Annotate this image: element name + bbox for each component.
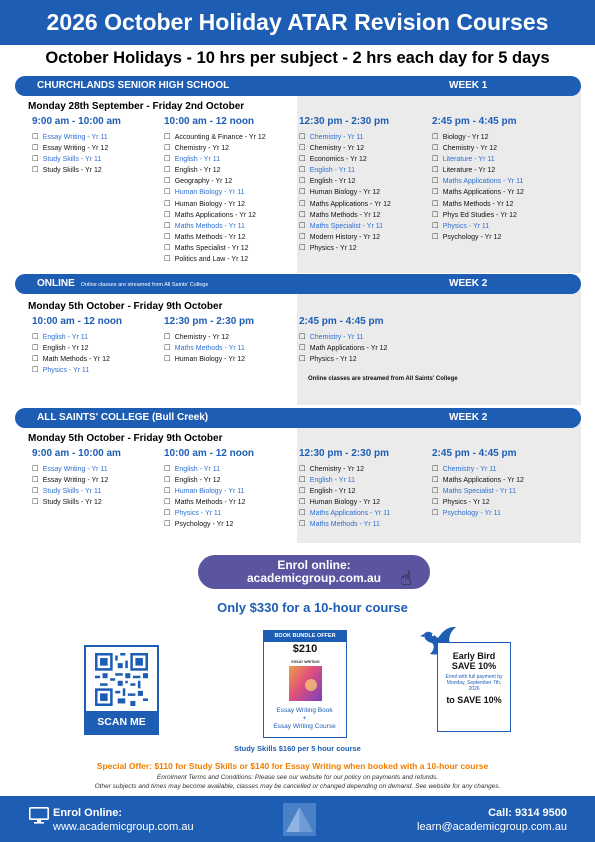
session-time: 2:45 pm - 4:45 pm [299, 316, 384, 327]
date-range: Monday 5th October - Friday 9th October [28, 433, 223, 444]
subject-list [32, 464, 121, 508]
subject-checkbox-item[interactable]: ☐ Maths Applications - Yr 11 [432, 176, 524, 187]
subject-checkbox-item[interactable]: ☐ Chemistry - Yr 12 [164, 332, 254, 343]
session-column [164, 316, 254, 365]
page-subtitle: October Holidays - 10 hrs per subject - 2 hrs each day for 5 days [45, 49, 550, 67]
session-column [32, 448, 121, 508]
book-bundle-offer [263, 630, 347, 738]
subject-checkbox-item[interactable]: ☐ Math Applications - Yr 12 [299, 343, 387, 354]
terms-and-conditions: Enrolment Terms and Conditions: Please see our website for our policy on payments and refunds. Other subjects and times may become available, classes may be cancelled or changed depending on demand. See website for any changes. [94, 774, 501, 790]
session-time: 10:00 am - 12 noon [164, 116, 255, 127]
section-header-bar [15, 76, 581, 96]
session-column [164, 116, 266, 265]
special-offer: Special Offer: $110 for Study Skills or $140 for Essay Writing when booked with a 10-hour course [96, 761, 489, 771]
subject-checkbox-item[interactable]: ☐ Human Biology - Yr 12 [299, 497, 390, 508]
subject-list [432, 464, 524, 519]
qr-code-icon [95, 653, 148, 706]
subject-checkbox-item[interactable]: ☐ Chemistry - Yr 12 [299, 464, 390, 475]
subject-checkbox-item[interactable]: ☐ Maths Methods - Yr 11 [164, 221, 266, 232]
pointer-hand-icon: ☝ [400, 566, 413, 590]
session-column [299, 448, 390, 531]
subject-checkbox-item[interactable]: ☐ Essay Writing - Yr 12 [32, 143, 121, 154]
subject-list [299, 132, 391, 254]
bundle-price: $210 [292, 643, 318, 655]
session-time: 9:00 am - 10:00 am [32, 448, 121, 459]
subject-checkbox-item[interactable]: ☐ Biology - Yr 12 [432, 132, 524, 143]
date-range: Monday 5th October - Friday 9th October [28, 301, 223, 312]
footer-email-link[interactable]: learn@academicgroup.com.au [417, 821, 567, 833]
subject-checkbox-item[interactable]: ☐ Maths Methods - Yr 12 [164, 497, 254, 508]
subject-checkbox-item[interactable]: ☐ Human Biology - Yr 11 [164, 187, 266, 198]
book-cover-icon [289, 657, 322, 701]
subject-checkbox-item[interactable]: ☐ Geography - Yr 12 [164, 176, 266, 187]
subject-list [432, 132, 524, 243]
subject-checkbox-item[interactable]: ☐ Study Skills - Yr 12 [32, 165, 121, 176]
enrol-online-button[interactable] [198, 555, 430, 589]
triangle-logo-icon [283, 803, 316, 836]
session-time: 12:30 pm - 2:30 pm [164, 316, 255, 327]
session-time: 12:30 pm - 2:30 pm [299, 448, 390, 459]
enrol-line-1: Enrol online: [277, 558, 351, 572]
subject-checkbox-item[interactable]: ☐ Literature - Yr 11 [432, 154, 524, 165]
subject-checkbox-item[interactable]: ☐ Politics and Law - Yr 12 [164, 254, 266, 265]
subject-checkbox-item[interactable]: ☐ English - Yr 11 [164, 464, 254, 475]
subject-checkbox-item[interactable]: ☐ English - Yr 12 [299, 486, 390, 497]
subject-list [32, 332, 122, 376]
subject-checkbox-item[interactable]: ☐ Maths Methods - Yr 12 [299, 210, 391, 221]
stream-note: Online classes are streamed from All Saints' College [308, 376, 458, 382]
session-time: 9:00 am - 10:00 am [32, 116, 121, 127]
subject-checkbox-item[interactable]: ☐ Study Skills - Yr 11 [32, 486, 121, 497]
subject-checkbox-item[interactable]: ☐ Phys Ed Studies - Yr 12 [432, 210, 524, 221]
subject-checkbox-item[interactable]: ☐ English - Yr 11 [299, 475, 390, 486]
subject-checkbox-item[interactable]: ☐ English - Yr 11 [164, 154, 266, 165]
session-column [299, 316, 387, 365]
early-bird-save-footer: to SAVE 10% [446, 695, 502, 705]
week-label: WEEK 1 [449, 80, 488, 91]
study-skills-price: Study Skills $160 per 5 hour course [234, 744, 361, 753]
session-time: 2:45 pm - 4:45 pm [432, 448, 517, 459]
section-churchlands [15, 76, 581, 274]
enrol-line-2: academicgroup.com.au [246, 571, 382, 585]
session-time: 10:00 am - 12 noon [164, 448, 255, 459]
subject-checkbox-item[interactable]: ☐ Maths Specialist - Yr 11 [432, 486, 524, 497]
session-column [164, 448, 254, 531]
subject-checkbox-item[interactable]: ☐ Chemistry - Yr 12 [164, 143, 266, 154]
section-all-saints [15, 408, 581, 544]
subject-checkbox-item[interactable]: ☐ Essay Writing - Yr 11 [32, 132, 121, 143]
subject-checkbox-item[interactable]: ☐ Study Skills - Yr 12 [32, 497, 121, 508]
session-time: 2:45 pm - 4:45 pm [432, 116, 517, 127]
subject-checkbox-item[interactable]: ☐ Physics - Yr 11 [432, 221, 524, 232]
section-header-bar [15, 408, 581, 428]
early-bird-title: Early Bird [452, 651, 496, 661]
monitor-icon [29, 807, 49, 824]
subject-list [299, 464, 390, 531]
subject-checkbox-item[interactable]: ☐ Physics - Yr 12 [299, 243, 391, 254]
subject-list [164, 464, 254, 531]
subject-checkbox-item[interactable]: ☐ Maths Applications - Yr 12 [164, 210, 266, 221]
bundle-description: Essay Writing Book + Essay Writing Course [273, 707, 336, 730]
subject-checkbox-item[interactable]: ☐ Maths Methods - Yr 11 [299, 519, 390, 530]
session-time: 12:30 pm - 2:30 pm [299, 116, 390, 127]
subject-checkbox-item[interactable]: ☐ Physics - Yr 11 [164, 508, 254, 519]
early-bird-details: Enrol with full payment by Monday, September 7th, 2026 [445, 674, 503, 692]
section-header-bar [15, 274, 581, 294]
svg-text:ESSAY WRITING: ESSAY WRITING [291, 660, 320, 664]
subject-checkbox-item[interactable]: ☐ Economics - Yr 12 [299, 154, 391, 165]
session-time: 10:00 am - 12 noon [32, 316, 123, 327]
session-column [32, 316, 122, 376]
subject-checkbox-item[interactable]: ☐ Modern History - Yr 12 [299, 232, 391, 243]
subject-checkbox-item[interactable]: ☐ Maths Methods - Yr 12 [432, 199, 524, 210]
subject-list [32, 132, 121, 176]
early-bird-offer [437, 642, 511, 732]
subject-checkbox-item[interactable]: ☐ Literature - Yr 12 [432, 165, 524, 176]
page-title: 2026 October Holiday ATAR Revision Courses [0, 0, 595, 45]
date-range: Monday 28th September - Friday 2nd October [28, 101, 245, 112]
bundle-heading: BOOK BUNDLE OFFER [264, 631, 346, 642]
subject-checkbox-item[interactable]: ☐ English - Yr 12 [32, 343, 122, 354]
subject-checkbox-item[interactable]: ☐ Maths Applications - Yr 11 [299, 508, 390, 519]
subject-checkbox-item[interactable]: ☐ English - Yr 11 [299, 165, 391, 176]
online-stream-note: Online classes are streamed from All Saints' College [80, 282, 209, 288]
subject-checkbox-item[interactable]: ☐ English - Yr 12 [299, 176, 391, 187]
subject-checkbox-item[interactable]: ☐ Chemistry - Yr 12 [432, 143, 524, 154]
footer-website-link[interactable]: www.academicgroup.com.au [53, 821, 194, 833]
subject-list [299, 332, 387, 365]
subject-checkbox-item[interactable]: ☐ Physics - Yr 12 [299, 354, 387, 365]
week-label: WEEK 2 [449, 278, 488, 289]
subject-checkbox-item[interactable]: ☐ Physics - Yr 11 [32, 365, 122, 376]
venue-name: ONLINE Online classes are streamed from All Saints' College [37, 278, 209, 289]
subject-list [164, 132, 266, 265]
subject-list [164, 332, 254, 365]
subject-checkbox-item[interactable]: ☐ English - Yr 11 [32, 332, 122, 343]
subject-checkbox-item[interactable]: ☐ Maths Applications - Yr 12 [299, 199, 391, 210]
footer [0, 796, 595, 842]
scan-me-label: SCAN ME [86, 711, 157, 733]
subject-checkbox-item[interactable]: ☐ Physics - Yr 12 [432, 497, 524, 508]
subject-checkbox-item[interactable]: ☐ Human Biology - Yr 11 [164, 486, 254, 497]
subject-checkbox-item[interactable]: ☐ Accounting & Finance - Yr 12 [164, 132, 266, 143]
subject-checkbox-item[interactable]: ☐ Psychology - Yr 12 [164, 519, 254, 530]
section-online [15, 274, 581, 406]
subject-checkbox-item[interactable]: ☐ Study Skills - Yr 11 [32, 154, 121, 165]
subject-checkbox-item[interactable]: ☐ Human Biology - Yr 12 [164, 199, 266, 210]
subject-checkbox-item[interactable]: ☐ Chemistry - Yr 11 [432, 464, 524, 475]
venue-name: CHURCHLANDS SENIOR HIGH SCHOOL [37, 80, 230, 91]
subject-checkbox-item[interactable]: ☐ Maths Specialist - Yr 12 [164, 243, 266, 254]
subject-checkbox-item[interactable]: ☐ Maths Methods - Yr 12 [164, 232, 266, 243]
subject-checkbox-item[interactable]: ☐ Maths Methods - Yr 11 [164, 343, 254, 354]
subject-checkbox-item[interactable]: ☐ Maths Applications - Yr 12 [432, 187, 524, 198]
session-column [299, 116, 391, 254]
subject-checkbox-item[interactable]: ☐ Math Methods - Yr 12 [32, 354, 122, 365]
subject-checkbox-item[interactable]: ☐ Psychology - Yr 12 [432, 232, 524, 243]
session-column [432, 116, 524, 243]
subject-checkbox-item[interactable]: ☐ Human Biology - Yr 12 [299, 187, 391, 198]
footer-enrol-title: Enrol Online: [53, 807, 123, 819]
course-price: Only $330 for a 10-hour course [217, 600, 408, 615]
subject-checkbox-item[interactable]: ☐ Maths Specialist - Yr 11 [299, 221, 391, 232]
subject-checkbox-item[interactable]: ☐ Human Biology - Yr 12 [164, 354, 254, 365]
subject-checkbox-item[interactable]: ☐ English - Yr 12 [164, 475, 254, 486]
subject-checkbox-item[interactable]: ☐ Essay Writing - Yr 11 [32, 464, 121, 475]
footer-phone[interactable]: Call: 9314 9500 [488, 807, 567, 819]
session-column [432, 448, 524, 519]
venue-name: ALL SAINTS' COLLEGE (Bull Creek) [37, 412, 209, 423]
subject-checkbox-item[interactable]: ☐ Chemistry - Yr 11 [299, 332, 387, 343]
subject-checkbox-item[interactable]: ☐ Chemistry - Yr 11 [299, 132, 391, 143]
week-label: WEEK 2 [449, 412, 488, 423]
qr-code-card[interactable] [84, 645, 159, 735]
early-bird-save: SAVE 10% [451, 661, 497, 671]
subject-checkbox-item[interactable]: ☐ Maths Applications - Yr 12 [432, 475, 524, 486]
subject-checkbox-item[interactable]: ☐ English - Yr 12 [164, 165, 266, 176]
subject-checkbox-item[interactable]: ☐ Psychology - Yr 11 [432, 508, 524, 519]
session-column [32, 116, 121, 176]
subject-checkbox-item[interactable]: ☐ Chemistry - Yr 12 [299, 143, 391, 154]
subject-checkbox-item[interactable]: ☐ Essay Writing - Yr 12 [32, 475, 121, 486]
